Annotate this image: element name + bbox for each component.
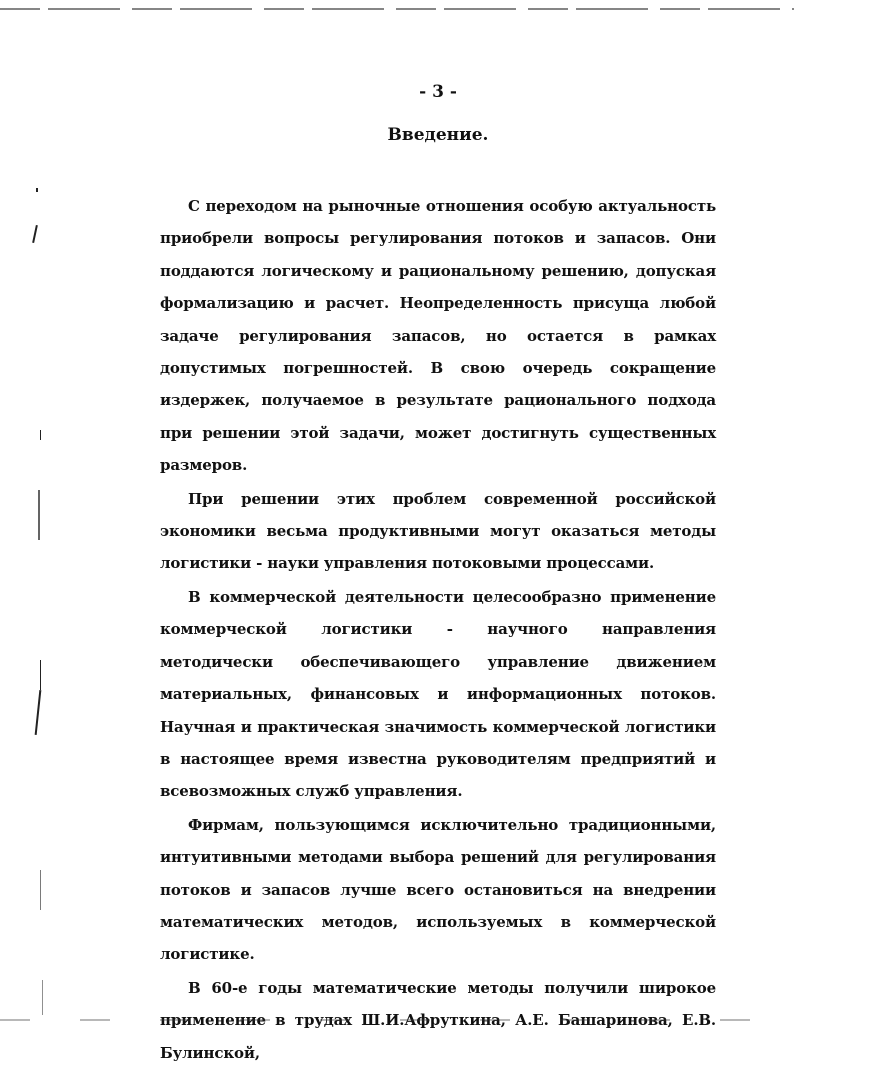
page-number: - 3 - bbox=[419, 82, 457, 102]
paragraph: С переходом на рыночные отношения особую актуальность приобрели вопросы регулирования потоков и запасов. Они поддаются логическому и рациональному решению, допуская формализацию и расчет. Неопределенность присуща любой задаче регулирования запасов, но остается в рамках допустимых погрешностей. В свою очередь сокращение издержек, получаемое в результате рационального подхода при решении этой задачи, может достигнуть существенных размеров. bbox=[160, 197, 716, 475]
scan-edge-bottom bbox=[0, 1019, 794, 1021]
section-heading: Введение. bbox=[387, 125, 489, 145]
paragraph: В 60-е годы математические методы получили широкое применение в трудах Ш.И.Афруткина, А.Е. Башаринова, Е.В. Булинской, bbox=[160, 978, 716, 1062]
paragraph: В коммерческой деятельности целесообразно применение коммерческой логистики - научного направления методически обеспечивающего управление движением материальных, финансовых и информационных потоков. Научная и практическая значимость коммерческой логистики в настоящее время известна руководителям предприятий и всевозможных служб управления. bbox=[160, 587, 716, 801]
scan-edge-top bbox=[0, 8, 794, 10]
paragraph: Фирмам, пользующимся исключительно традиционными, интуитивными методами выбора решений для регулирования потоков и запасов лучше всего остановиться на внедрении математических методов, используемых в коммерческой логистике. bbox=[160, 815, 716, 964]
body-text bbox=[160, 190, 716, 1070]
paragraph: При решении этих проблем современной российской экономики весьма продуктивными могут оказаться методы логистики - науки управления потоковыми процессами. bbox=[160, 489, 716, 573]
scan-margin-marks bbox=[28, 180, 48, 1020]
